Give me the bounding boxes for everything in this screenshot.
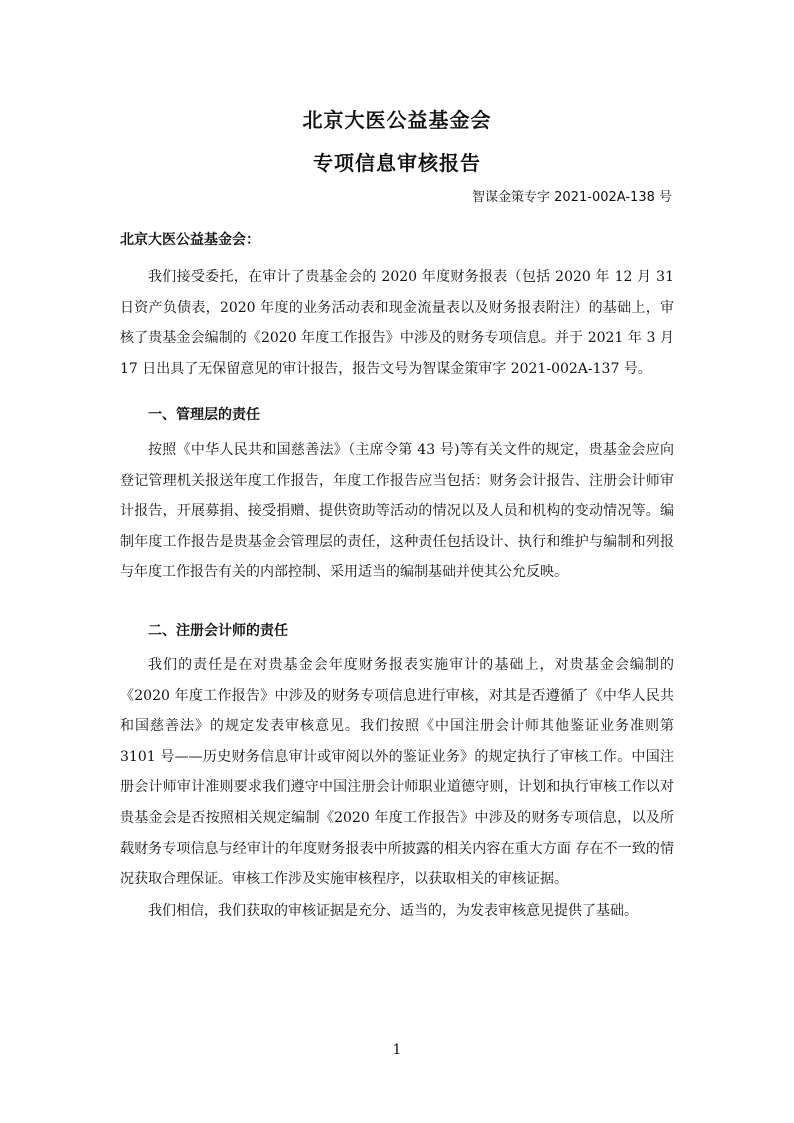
intro-paragraph: 我们接受委托，在审计了贵基金会的 2020 年度财务报表（包括 2020 年 12 月 31 日资产负债表，2020 年度的业务活动表和现金流量表以及财务报表附注）的基础上，审核了贵基金会编制的《2020 年度工作报告》中涉及的财务专项信息。并于 2021 年 3 月 17 日出具了无保留意见的审计报告，报告文号为智谋金策审字 2021-002A-137 号。 (120, 269, 674, 377)
section-heading-cpa: 二、注册会计师的责任 (148, 623, 288, 639)
addressee: 北京大医公益基金会： (120, 232, 260, 248)
document-subtitle: 专项信息审核报告 (313, 151, 481, 175)
report-number: 智谋金策专字 2021-002A-138 号 (472, 190, 672, 205)
document-title: 北京大医公益基金会 (302, 108, 492, 132)
section-paragraph-cpa-conclusion: 我们相信，我们获取的审核证据是充分、适当的，为发表审核意见提供了基础。 (148, 903, 638, 919)
section-heading-management: 一、管理层的责任 (148, 407, 260, 423)
section-paragraph-cpa: 我们的责任是在对贵基金会年度财务报表实施审计的基础上，对贵基金会编制的《2020 年度工作报告》中涉及的财务专项信息进行审核，对其是否遵循了《中华人民共和国慈善法》的规定发表审核意见。我们按照《中国注册会计师其他鉴证业务准则第 3101 号——历史财务信息审计或审阅以外的鉴证业务》的规定执行了审核工作。中国注册会计师审计准则要求我们遵守中国注册会计师职业道德守则，计划和执行审核工作以对贵基金会是否按照相关规定编制《2020 年度工作报告》中涉及的财务专项信息，以及所载财务专项信息与经审计的年度财务报表中所披露的相关内容在重大方面 存在不一致的情况获取合理保证。审核工作涉及实施审核程序，以获取相关的审核证据。 (120, 657, 674, 888)
section-paragraph-management: 按照《中华人民共和国慈善法》（主席令第 43 号)等有关文件的规定，贵基金会应向登记管理机关报送年度工作报告，年度工作报告应当包括：财务会计报告、注册会计师审计报告，开展募捐、接受捐赠、提供资助等活动的情况以及人员和机构的变动情况等。编制年度工作报告是贵基金会管理层的责任，这种责任包括设计、执行和维护与编制和列报与年度工作报告有关的内部控制、采用适当的编制基础并使其公允反映。 (120, 442, 674, 581)
page-number: 1 (392, 1042, 402, 1058)
